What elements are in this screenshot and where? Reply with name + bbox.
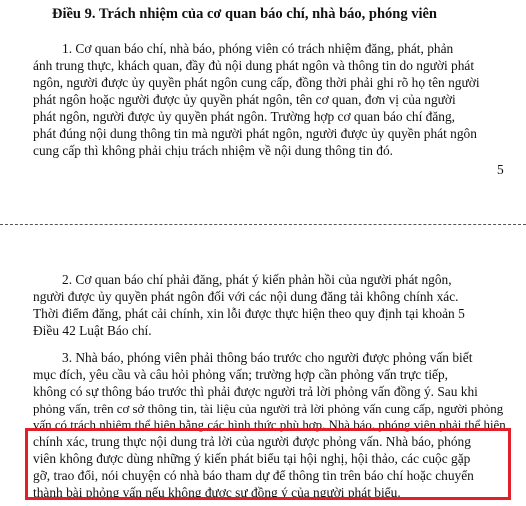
clause-1-line: 1. Cơ quan báo chí, nhà báo, phóng viên có trách nhiệm đăng, phát, phản <box>62 41 454 56</box>
clause-2-line: Điều 42 Luật Báo chí. <box>33 323 152 338</box>
highlight-box <box>25 428 511 500</box>
clause-1-line: ánh trung thực, khách quan, đầy đủ nội dung phát ngôn và thông tin do người phát <box>33 58 475 73</box>
clause-3-line: mục đích, yêu cầu và câu hỏi phỏng vấn; trường hợp cần phỏng vấn trực tiếp, <box>33 367 449 382</box>
clause-3-line: phỏng vấn, trên cơ sở thông tin, tài liệu của người trả lời phỏng vấn cung cấp, người phỏng <box>33 402 504 416</box>
highlighted-line: chính xác, trung thực nội dung trả lời của người được phỏng vấn. Nhà báo, phóng <box>33 434 471 449</box>
highlighted-line: viên không được dùng những ý kiến phát biểu tại hội nghị, hội thảo, các cuộc gặp <box>33 451 471 466</box>
clause-3-line: 3. Nhà báo, phóng viên phải thông báo trước cho người được phỏng vấn biết <box>62 350 473 365</box>
clause-1-line: ngôn, người được ủy quyền phát ngôn cung cấp, đồng thời phải ghi rõ họ tên người <box>33 75 480 90</box>
page-number: 5 <box>497 162 504 177</box>
clause-2-line: Thời điểm đăng, phát cải chính, xin lỗi được thực hiện theo quy định tại khoản 5 <box>33 306 465 321</box>
clause-1-line: phát ngôn, người được ủy quyền phát ngôn. Trường hợp cơ quan báo chí đăng, <box>33 109 456 124</box>
clause-1-line: phát ngôn hoặc người được ủy quyền phát ngôn, tên cơ quan, đơn vị của người <box>33 92 456 107</box>
clause-3-line: vấn có trách nhiệm thể hiện bằng các hình thức phù hợp. Nhà báo, phóng viên phải thể hiện <box>33 418 506 432</box>
clause-2-line: người được ủy quyền phát ngôn đối với các nội dung đăng tải không chính xác. <box>33 289 459 304</box>
clause-3-line: không có sự thông báo trước thì phải được người trả lời phỏng vấn đồng ý. Sau khi <box>33 384 478 399</box>
article-title: Điều 9. Trách nhiệm của cơ quan báo chí, nhà báo, phóng viên <box>52 6 437 22</box>
clause-1-line: cung cấp thì không phải chịu trách nhiệm về nội dung thông tin đó. <box>33 143 393 158</box>
clause-1-line: phát đúng nội dung thông tin mà người phát ngôn, người được ủy quyền phát ngôn <box>33 126 477 141</box>
page-break-divider <box>0 224 526 226</box>
highlighted-line: thành bài phỏng vấn nếu không được sự đồng ý của người phát biểu. <box>33 485 401 500</box>
highlighted-line: gỡ, trao đổi, nói chuyện có nhà báo tham dự để thông tin trên báo chí hoặc chuyển <box>33 468 474 483</box>
clause-2-line: 2. Cơ quan báo chí phải đăng, phát ý kiến phản hồi của người phát ngôn, <box>62 272 452 287</box>
